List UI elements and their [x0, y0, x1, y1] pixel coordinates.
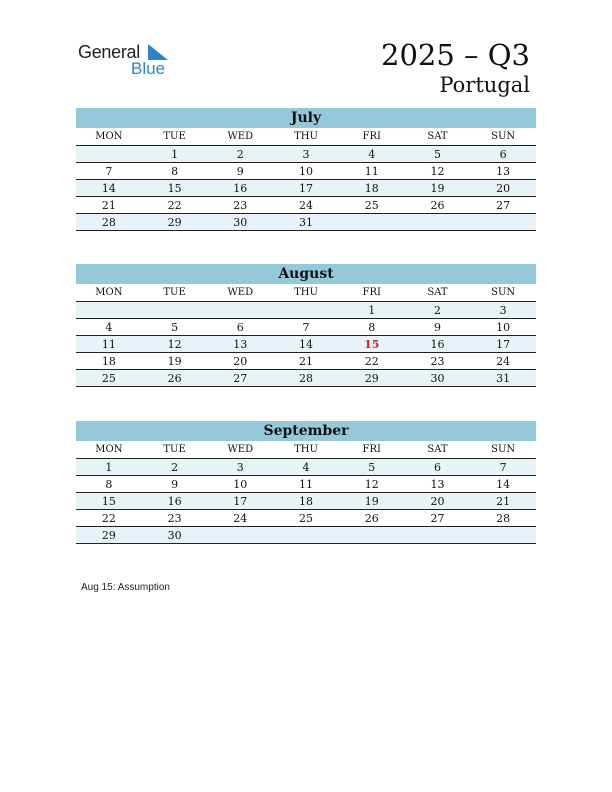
week-row: [76, 476, 536, 493]
holiday-note: Aug 15: Assumption: [81, 582, 170, 593]
date-cell: 8: [368, 321, 376, 334]
generalblue-logo: [78, 40, 178, 80]
date-cell: 14: [299, 338, 314, 351]
day-of-week-header: [76, 128, 536, 146]
date-cell: 25: [299, 512, 314, 525]
day-of-week-label: SAT: [427, 444, 448, 455]
date-cell: 17: [496, 338, 511, 351]
week-row: [76, 336, 536, 353]
date-cell: 14: [101, 182, 116, 195]
date-cell: 24: [299, 199, 314, 212]
day-of-week-label: MON: [95, 444, 123, 455]
day-of-week-label: MON: [95, 287, 123, 298]
day-of-week-header: [76, 284, 536, 302]
date-cell: 6: [236, 321, 244, 334]
date-cell: 10: [233, 478, 248, 491]
date-cell: [405, 214, 471, 230]
date-cell: 3: [302, 148, 310, 161]
date-cell: 4: [105, 321, 113, 334]
date-cell: 27: [496, 199, 511, 212]
date-cell: 30: [167, 529, 182, 542]
date-cell: 7: [302, 321, 310, 334]
week-row: [76, 163, 536, 180]
date-cell: 6: [499, 148, 507, 161]
date-cell: 13: [496, 165, 511, 178]
day-of-week-label: SAT: [427, 131, 448, 142]
week-row: [76, 493, 536, 510]
date-cell: 22: [167, 199, 182, 212]
date-cell: 16: [233, 182, 248, 195]
month-title: September: [76, 421, 536, 441]
date-cell: 23: [233, 199, 248, 212]
day-of-week-label: TUE: [163, 444, 186, 455]
date-cell: 11: [101, 338, 116, 351]
date-cell: [273, 302, 339, 318]
date-cell: [470, 214, 536, 230]
holiday-notes: [81, 582, 170, 593]
date-cell: 8: [171, 165, 179, 178]
date-cell: 22: [364, 355, 379, 368]
date-cell: 22: [101, 512, 116, 525]
month-title: July: [76, 108, 536, 128]
date-cell: [405, 527, 471, 543]
day-of-week-label: WED: [227, 287, 254, 298]
date-cell: 5: [171, 321, 179, 334]
date-cell: 16: [430, 338, 445, 351]
date-cell: 29: [101, 529, 116, 542]
date-cell: 12: [167, 338, 182, 351]
date-cell: [76, 146, 142, 162]
date-cell: 13: [233, 338, 248, 351]
date-cell: 25: [364, 199, 379, 212]
day-of-week-label: SUN: [491, 287, 516, 298]
date-cell: 2: [236, 148, 244, 161]
date-cell: 1: [171, 148, 179, 161]
date-cell: 31: [496, 372, 511, 385]
week-row: [76, 353, 536, 370]
day-of-week-label: TUE: [163, 131, 186, 142]
day-of-week-label: WED: [227, 444, 254, 455]
date-cell: 10: [496, 321, 511, 334]
date-cell: 27: [233, 372, 248, 385]
day-of-week-header: [76, 441, 536, 459]
date-cell: 10: [299, 165, 314, 178]
logo-text-blue: Blue: [131, 59, 166, 78]
week-row: [76, 214, 536, 231]
date-cell: 19: [167, 355, 182, 368]
week-row: [76, 302, 536, 319]
date-cell: 29: [167, 216, 182, 229]
date-cell: 17: [233, 495, 248, 508]
date-cell: 30: [430, 372, 445, 385]
date-cell: [76, 302, 142, 318]
date-cell: [470, 527, 536, 543]
date-cell: 20: [496, 182, 511, 195]
month-september: [76, 421, 536, 544]
day-of-week-label: SUN: [491, 131, 516, 142]
day-of-week-label: MON: [95, 131, 123, 142]
date-cell: 26: [364, 512, 379, 525]
day-of-week-label: SUN: [491, 444, 516, 455]
date-cell: 1: [105, 461, 113, 474]
date-cell: 21: [299, 355, 314, 368]
holiday-date-cell: 15: [364, 338, 380, 351]
week-row: [76, 197, 536, 214]
week-row: [76, 180, 536, 197]
date-cell: 28: [299, 372, 314, 385]
date-cell: 6: [433, 461, 441, 474]
date-cell: 26: [430, 199, 445, 212]
date-cell: 24: [496, 355, 511, 368]
date-cell: 5: [433, 148, 441, 161]
date-cell: 18: [101, 355, 116, 368]
date-cell: 16: [167, 495, 182, 508]
date-cell: 24: [233, 512, 248, 525]
day-of-week-label: WED: [227, 131, 254, 142]
day-of-week-label: FRI: [362, 444, 381, 455]
date-cell: 8: [105, 478, 113, 491]
date-cell: 7: [499, 461, 507, 474]
week-row: [76, 146, 536, 163]
date-cell: 26: [167, 372, 182, 385]
date-cell: 19: [430, 182, 445, 195]
date-cell: 13: [430, 478, 445, 491]
page-title: 2025 – Q3: [381, 38, 530, 72]
date-cell: 7: [105, 165, 113, 178]
day-of-week-label: THU: [294, 287, 318, 298]
date-cell: 15: [101, 495, 116, 508]
date-cell: 9: [433, 321, 441, 334]
day-of-week-label: FRI: [362, 287, 381, 298]
date-cell: 12: [364, 478, 379, 491]
date-cell: [207, 527, 273, 543]
date-cell: 17: [299, 182, 314, 195]
date-cell: 20: [233, 355, 248, 368]
week-row: [76, 510, 536, 527]
date-cell: 28: [496, 512, 511, 525]
date-cell: [339, 527, 405, 543]
date-cell: [142, 302, 208, 318]
date-cell: 28: [101, 216, 116, 229]
date-cell: [339, 214, 405, 230]
date-cell: 23: [430, 355, 445, 368]
date-cell: 15: [167, 182, 182, 195]
date-cell: [273, 527, 339, 543]
date-cell: 21: [496, 495, 511, 508]
date-cell: 12: [430, 165, 445, 178]
date-cell: 30: [233, 216, 248, 229]
country-name: Portugal: [439, 73, 530, 97]
logo-text-general: General: [78, 42, 140, 62]
date-cell: 20: [430, 495, 445, 508]
date-cell: 4: [302, 461, 310, 474]
date-cell: 1: [368, 304, 376, 317]
date-cell: 14: [496, 478, 511, 491]
date-cell: 9: [236, 165, 244, 178]
date-cell: 18: [364, 182, 379, 195]
day-of-week-label: FRI: [362, 131, 381, 142]
day-of-week-label: THU: [294, 131, 318, 142]
date-cell: 5: [368, 461, 376, 474]
date-cell: 3: [236, 461, 244, 474]
logo-triangle-icon: [148, 44, 168, 60]
date-cell: 19: [364, 495, 379, 508]
date-cell: 23: [167, 512, 182, 525]
date-cell: 3: [499, 304, 507, 317]
date-cell: 11: [299, 478, 314, 491]
date-cell: 31: [299, 216, 314, 229]
date-cell: 2: [433, 304, 441, 317]
date-cell: 27: [430, 512, 445, 525]
date-cell: 9: [171, 478, 179, 491]
day-of-week-label: TUE: [163, 287, 186, 298]
date-cell: 11: [364, 165, 379, 178]
date-cell: 29: [364, 372, 379, 385]
week-row: [76, 370, 536, 387]
month-august: [76, 264, 536, 387]
date-cell: 25: [101, 372, 116, 385]
date-cell: [207, 302, 273, 318]
date-cell: 18: [299, 495, 314, 508]
month-july: [76, 108, 536, 231]
date-cell: 2: [171, 461, 179, 474]
week-row: [76, 527, 536, 544]
week-row: [76, 459, 536, 476]
date-cell: 21: [101, 199, 116, 212]
date-cell: 4: [368, 148, 376, 161]
month-title: August: [76, 264, 536, 284]
week-row: [76, 319, 536, 336]
day-of-week-label: SAT: [427, 287, 448, 298]
day-of-week-label: THU: [294, 444, 318, 455]
